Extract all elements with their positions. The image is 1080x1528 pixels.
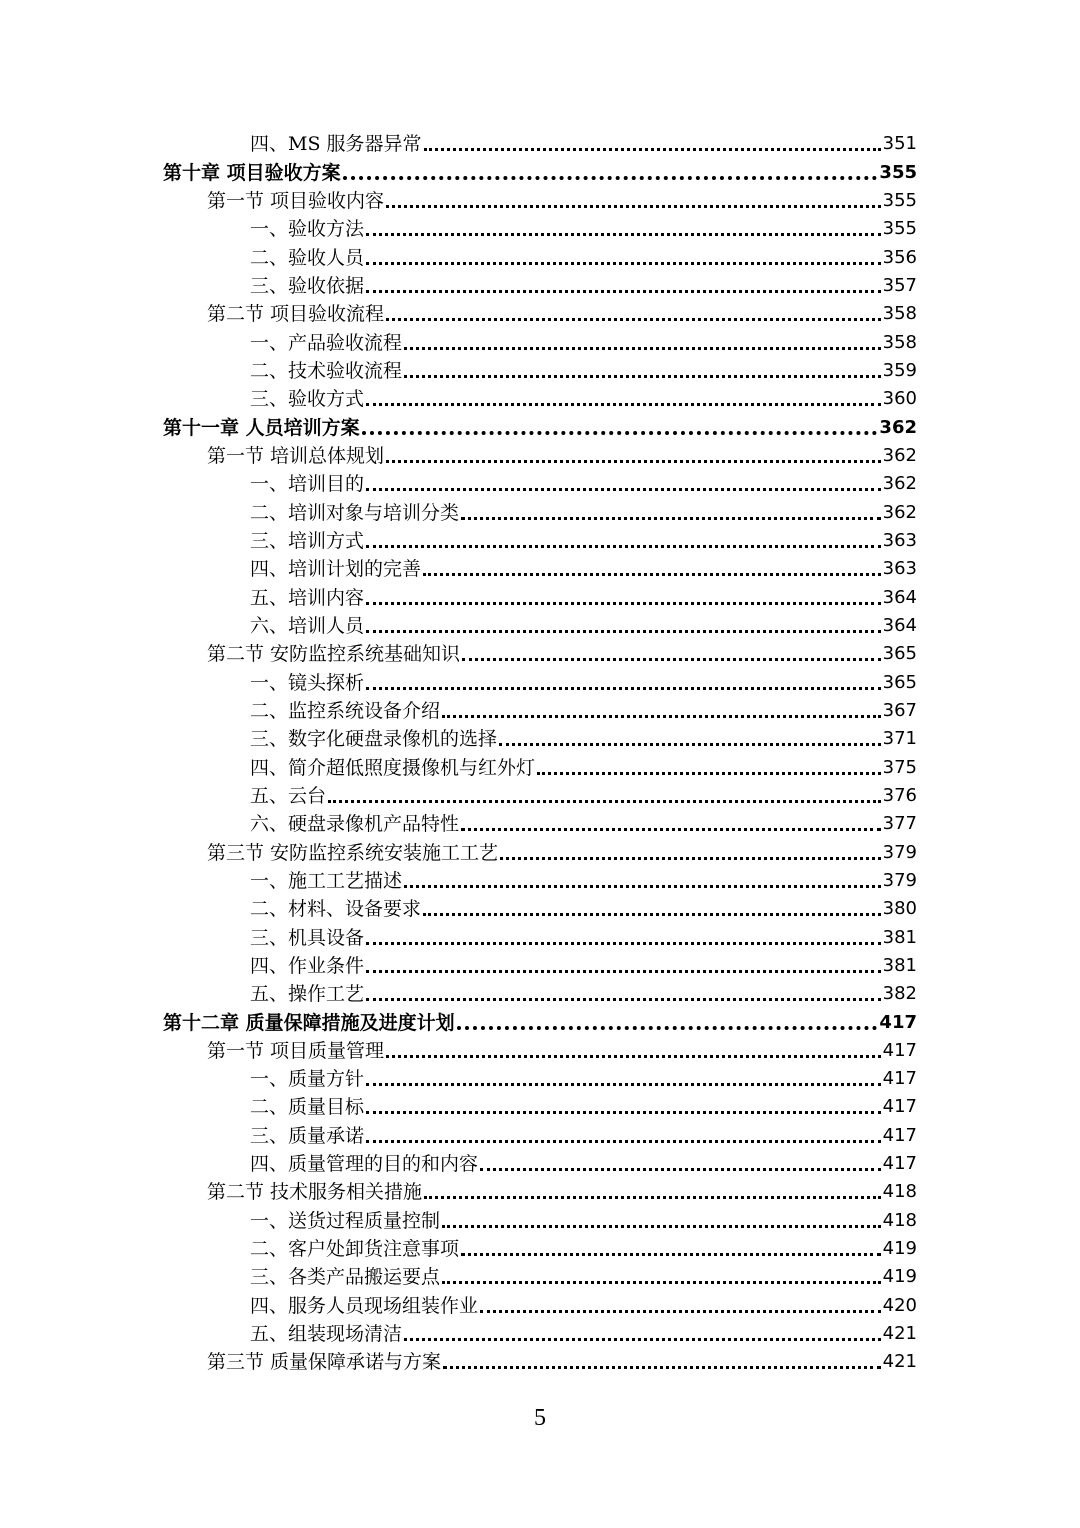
dot-leader <box>457 1018 878 1030</box>
toc-entry-title: 一、施工工艺描述 <box>250 869 403 892</box>
toc-entry-title: 第二节 项目验收流程 <box>207 303 385 326</box>
toc-entry-title: 一、质量方针 <box>250 1068 365 1091</box>
toc-entry-page-number: 358 <box>882 331 917 353</box>
dot-leader <box>386 1047 881 1058</box>
dot-leader <box>461 1245 881 1256</box>
toc-subsection-entry[interactable] <box>163 1150 917 1178</box>
toc-subsection-entry[interactable] <box>163 1121 917 1149</box>
toc-entry-page-number: 355 <box>882 218 917 240</box>
toc-entry-page-number: 363 <box>882 529 917 551</box>
dot-leader <box>424 140 881 151</box>
toc-entry-page-number: 376 <box>882 784 917 806</box>
table-of-contents <box>163 130 917 1376</box>
dot-leader <box>343 168 878 180</box>
toc-subsection-entry[interactable] <box>163 385 917 413</box>
toc-section-entry[interactable] <box>163 1178 917 1206</box>
toc-subsection-entry[interactable] <box>163 555 917 583</box>
toc-subsection-entry[interactable] <box>163 1065 917 1093</box>
toc-entry-title: 三、机具设备 <box>250 926 365 949</box>
dot-leader <box>462 650 881 661</box>
toc-entry-title: 一、培训目的 <box>250 473 365 496</box>
toc-entry-title: 四、简介超低照度摄像机与红外灯 <box>250 756 536 779</box>
dot-leader <box>366 282 881 293</box>
toc-entry-title: 三、培训方式 <box>250 529 365 552</box>
toc-entry-page-number: 362 <box>882 444 917 466</box>
toc-subsection-entry[interactable] <box>163 810 917 838</box>
toc-entry-title: 第一节 项目质量管理 <box>207 1039 385 1062</box>
toc-entry-page-number: 379 <box>882 869 917 891</box>
toc-entry-title: 三、质量承诺 <box>250 1124 365 1147</box>
toc-entry-page-number: 377 <box>882 813 917 835</box>
toc-entry-title: 五、组装现场清洁 <box>250 1323 403 1346</box>
toc-entry-title: 二、客户处卸货注意事项 <box>250 1238 460 1261</box>
dot-leader <box>366 1075 881 1086</box>
page-number: 5 <box>534 1405 546 1431</box>
toc-entry-title: 四、质量管理的目的和内容 <box>250 1153 479 1176</box>
toc-entry-page-number: 362 <box>882 501 917 523</box>
dot-leader <box>499 735 881 746</box>
toc-entry-title: 五、培训内容 <box>250 586 365 609</box>
toc-subsection-entry[interactable] <box>163 1093 917 1121</box>
dot-leader <box>366 1132 881 1143</box>
toc-section-entry[interactable] <box>163 1348 917 1376</box>
toc-subsection-entry[interactable] <box>163 272 917 300</box>
toc-entry-page-number: 418 <box>882 1209 917 1231</box>
toc-entry-page-number: 417 <box>882 1124 917 1146</box>
toc-section-entry[interactable] <box>163 838 917 866</box>
toc-subsection-entry[interactable] <box>163 923 917 951</box>
toc-entry-page-number: 417 <box>882 1096 917 1118</box>
toc-entry-title: 第三节 质量保障承诺与方案 <box>207 1351 442 1374</box>
dot-leader <box>366 395 881 406</box>
toc-entry-page-number: 371 <box>882 728 917 750</box>
toc-entry-page-number: 367 <box>882 699 917 721</box>
toc-entry-title: 第十一章 人员培训方案 <box>163 416 360 439</box>
toc-entry-page-number: 380 <box>882 898 917 920</box>
toc-entry-title: 五、操作工艺 <box>250 983 365 1006</box>
dot-leader <box>366 594 881 605</box>
toc-entry-title: 一、送货过程质量控制 <box>250 1209 441 1232</box>
toc-entry-title: 四、作业条件 <box>250 954 365 977</box>
dot-leader <box>480 1302 881 1313</box>
dot-leader <box>442 1273 881 1284</box>
toc-entry-page-number: 417 <box>879 1011 917 1033</box>
toc-subsection-entry[interactable] <box>163 668 917 696</box>
toc-subsection-entry[interactable] <box>163 328 917 356</box>
dot-leader <box>362 423 878 435</box>
toc-entry-title: 三、验收方式 <box>250 388 365 411</box>
dot-leader <box>442 1217 881 1228</box>
dot-leader <box>480 1160 881 1171</box>
toc-entry-title: 第十二章 质量保障措施及进度计划 <box>163 1011 455 1034</box>
toc-entry-title: 四、MS 服务器异常 <box>250 133 422 156</box>
toc-entry-title: 一、产品验收流程 <box>250 331 403 354</box>
toc-entry-page-number: 362 <box>882 473 917 495</box>
toc-entry-page-number: 382 <box>882 983 917 1005</box>
toc-section-entry[interactable] <box>163 187 917 215</box>
toc-entry-page-number: 359 <box>882 359 917 381</box>
toc-subsection-entry[interactable] <box>163 1291 917 1319</box>
toc-entry-page-number: 421 <box>882 1351 917 1373</box>
dot-leader <box>423 565 881 576</box>
toc-entry-page-number: 363 <box>882 558 917 580</box>
toc-subsection-entry[interactable] <box>163 470 917 498</box>
dot-leader <box>366 254 881 265</box>
toc-entry-page-number: 381 <box>882 926 917 948</box>
dot-leader <box>404 367 881 378</box>
toc-entry-title: 第二节 安防监控系统基础知识 <box>207 643 461 666</box>
dot-leader <box>366 225 881 236</box>
dot-leader <box>442 707 881 718</box>
toc-subsection-entry[interactable] <box>163 527 917 555</box>
toc-entry-title: 二、培训对象与培训分类 <box>250 501 460 524</box>
toc-entry-title: 三、数字化硬盘录像机的选择 <box>250 728 498 751</box>
toc-entry-title: 三、验收依据 <box>250 274 365 297</box>
dot-leader <box>461 820 881 831</box>
toc-entry-title: 二、质量目标 <box>250 1096 365 1119</box>
toc-chapter-entry[interactable] <box>163 1008 917 1036</box>
toc-entry-title: 一、镜头探析 <box>250 671 365 694</box>
toc-entry-page-number: 364 <box>882 614 917 636</box>
toc-entry-page-number: 365 <box>882 643 917 665</box>
toc-subsection-entry[interactable] <box>163 583 917 611</box>
toc-subsection-entry[interactable] <box>163 697 917 725</box>
toc-entry-title: 第三节 安防监控系统安装施工工艺 <box>207 841 499 864</box>
toc-entry-page-number: 351 <box>882 133 917 155</box>
toc-entry-page-number: 357 <box>882 274 917 296</box>
toc-entry-page-number: 364 <box>882 586 917 608</box>
toc-entry-page-number: 355 <box>882 189 917 211</box>
toc-entry-title: 四、服务人员现场组装作业 <box>250 1294 479 1317</box>
dot-leader <box>386 452 881 463</box>
toc-entry-title: 六、硬盘录像机产品特性 <box>250 813 460 836</box>
toc-subsection-entry[interactable] <box>163 130 917 158</box>
toc-entry-page-number: 417 <box>882 1153 917 1175</box>
toc-subsection-entry[interactable] <box>163 980 917 1008</box>
dot-leader <box>404 1330 881 1341</box>
toc-entry-title: 第一节 培训总体规划 <box>207 444 385 467</box>
toc-entry-page-number: 418 <box>882 1181 917 1203</box>
dot-leader <box>366 622 881 633</box>
dot-leader <box>366 679 881 690</box>
toc-entry-page-number: 421 <box>882 1323 917 1345</box>
toc-entry-page-number: 355 <box>879 161 917 183</box>
toc-entry-title: 三、各类产品搬运要点 <box>250 1266 441 1289</box>
toc-entry-page-number: 365 <box>882 671 917 693</box>
toc-subsection-entry[interactable] <box>163 243 917 271</box>
toc-subsection-entry[interactable] <box>163 1320 917 1348</box>
toc-chapter-entry[interactable] <box>163 413 917 441</box>
toc-subsection-entry[interactable] <box>163 782 917 810</box>
toc-entry-title: 一、验收方法 <box>250 218 365 241</box>
dot-leader <box>386 310 881 321</box>
dot-leader <box>404 339 881 350</box>
toc-entry-title: 四、培训计划的完善 <box>250 558 422 581</box>
toc-subsection-entry[interactable] <box>163 895 917 923</box>
toc-entry-page-number: 356 <box>882 246 917 268</box>
toc-entry-title: 二、监控系统设备介绍 <box>250 699 441 722</box>
toc-chapter-entry[interactable] <box>163 158 917 186</box>
toc-entry-title: 二、验收人员 <box>250 246 365 269</box>
toc-entry-title: 二、材料、设备要求 <box>250 898 422 921</box>
dot-leader <box>366 934 881 945</box>
toc-subsection-entry[interactable] <box>163 612 917 640</box>
toc-subsection-entry[interactable] <box>163 498 917 526</box>
toc-entry-page-number: 417 <box>882 1068 917 1090</box>
toc-entry-page-number: 360 <box>882 388 917 410</box>
toc-subsection-entry[interactable] <box>163 867 917 895</box>
toc-entry-page-number: 379 <box>882 841 917 863</box>
dot-leader <box>366 1103 881 1114</box>
dot-leader <box>366 537 881 548</box>
toc-section-entry[interactable] <box>163 300 917 328</box>
dot-leader <box>328 792 881 803</box>
toc-subsection-entry[interactable] <box>163 952 917 980</box>
toc-subsection-entry[interactable] <box>163 357 917 385</box>
dot-leader <box>500 849 881 860</box>
toc-subsection-entry[interactable] <box>163 1206 917 1234</box>
dot-leader <box>461 509 881 520</box>
toc-section-entry[interactable] <box>163 640 917 668</box>
toc-entry-title: 第二节 技术服务相关措施 <box>207 1181 423 1204</box>
toc-subsection-entry[interactable] <box>163 753 917 781</box>
toc-entry-page-number: 417 <box>882 1039 917 1061</box>
toc-entry-page-number: 375 <box>882 756 917 778</box>
toc-subsection-entry[interactable] <box>163 725 917 753</box>
toc-entry-title: 第十章 项目验收方案 <box>163 161 341 184</box>
dot-leader <box>366 480 881 491</box>
dot-leader <box>366 990 881 1001</box>
dot-leader <box>386 197 881 208</box>
toc-entry-page-number: 419 <box>882 1238 917 1260</box>
dot-leader <box>443 1358 881 1369</box>
toc-entry-page-number: 362 <box>879 416 917 438</box>
toc-entry-page-number: 420 <box>882 1294 917 1316</box>
toc-entry-page-number: 358 <box>882 303 917 325</box>
toc-section-entry[interactable] <box>163 1037 917 1065</box>
dot-leader <box>537 764 881 775</box>
toc-entry-page-number: 381 <box>882 954 917 976</box>
dot-leader <box>404 877 881 888</box>
toc-entry-title: 二、技术验收流程 <box>250 359 403 382</box>
toc-entry-title: 五、云台 <box>250 784 327 807</box>
toc-subsection-entry[interactable] <box>163 215 917 243</box>
toc-subsection-entry[interactable] <box>163 1263 917 1291</box>
toc-entry-page-number: 419 <box>882 1266 917 1288</box>
dot-leader <box>423 905 881 916</box>
toc-entry-title: 六、培训人员 <box>250 614 365 637</box>
dot-leader <box>424 1188 881 1199</box>
toc-subsection-entry[interactable] <box>163 1235 917 1263</box>
dot-leader <box>366 962 881 973</box>
toc-entry-title: 第一节 项目验收内容 <box>207 189 385 212</box>
toc-section-entry[interactable] <box>163 442 917 470</box>
